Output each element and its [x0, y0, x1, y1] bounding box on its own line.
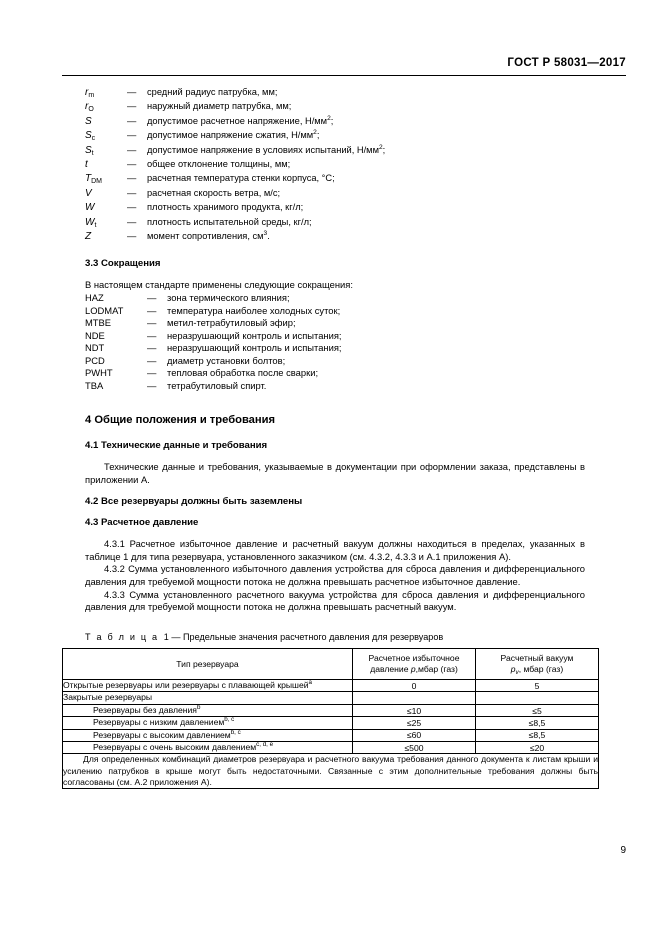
abbreviation-row: [85, 367, 342, 380]
column-header-vacuum-line2-suffix: , мбар (газ): [518, 663, 564, 674]
pressure-symbol: p: [410, 664, 416, 674]
symbol-definition: плотность испытательной среды, кг/л;: [147, 216, 312, 227]
symbol-definition: допустимое напряжение в условиях испытаний, $Н/мм^2$;: [147, 143, 386, 155]
spacer: [85, 244, 585, 258]
table-caption: [85, 632, 585, 642]
row-pressure-value: ≤500: [353, 742, 476, 754]
table-body: [63, 680, 599, 789]
symbol-row: [85, 201, 585, 215]
symbol-dash: —: [127, 231, 137, 242]
spacer: [85, 486, 585, 496]
abbreviation-row: [85, 292, 342, 305]
abbreviation-dash: —: [147, 342, 157, 354]
symbol-dash: —: [127, 144, 137, 155]
spacer: [85, 426, 585, 440]
table-row: [63, 680, 599, 692]
abbreviation-dash: —: [147, 379, 157, 391]
table-row: [63, 704, 599, 716]
symbol-dash: —: [127, 216, 137, 227]
abbreviation-list-body: [85, 292, 342, 392]
symbol-name: V: [85, 187, 92, 199]
footnote-marker: b, c: [230, 728, 241, 736]
symbol-name: $S_c$: [85, 130, 96, 143]
section-4-3-2-paragraph: 4.3.2 Сумма установленного избыточного давления устройства для сброса давления и дифференциального давления для требуемой мощности потока не должна превышать расчетное избыточное давление.: [85, 563, 585, 588]
page-content: [85, 86, 585, 642]
symbol-dash: —: [127, 159, 137, 170]
row-label: Резервуары с низким давлением$^{b, c}$: [63, 717, 353, 729]
row-label: Закрытые резервуары: [63, 692, 353, 704]
footnote-marker: b, c: [224, 716, 235, 724]
table-caption-text: Предельные значения расчетного давления для резервуаров: [183, 631, 444, 642]
symbol-dash: —: [127, 173, 137, 184]
row-vacuum-value: ≤8,5: [476, 717, 599, 729]
row-pressure-value: 0: [353, 680, 476, 692]
symbol-name: $W_t$: [85, 216, 97, 229]
abbreviation-definition: зона термического влияния;: [167, 292, 290, 304]
vacuum-symbol-subscript: v: [515, 668, 519, 676]
abbreviation-key: NDE: [85, 329, 105, 341]
spacer: [85, 392, 585, 406]
abbreviation-key: PWHT: [85, 367, 113, 379]
spacer: [85, 406, 585, 414]
abbreviation-list: [85, 292, 342, 392]
spacer: [85, 269, 585, 279]
row-vacuum-value: 5: [476, 680, 599, 692]
row-label: Резервуары с очень высоким давлением$^{c, d, e}$: [63, 742, 353, 754]
symbol-dash: —: [127, 87, 137, 97]
abbreviation-dash: —: [147, 317, 157, 329]
abbreviation-definition: метил-тетрабутиловый эфир;: [167, 317, 296, 329]
column-header-pressure-line1: Расчетное избыточное: [368, 653, 460, 663]
symbol-list-body: [85, 86, 585, 244]
symbol-definition: наружный диаметр патрубка, мм;: [147, 101, 292, 112]
abbreviation-row: [85, 380, 342, 393]
abbreviation-definition: тетрабутиловый спирт.: [167, 379, 267, 391]
row-vacuum-value: ≤5: [476, 704, 599, 716]
abbreviation-dash: —: [147, 304, 157, 316]
row-label: Резервуары без давления$^b$: [63, 704, 353, 716]
row-vacuum-value: ≤20: [476, 742, 599, 754]
symbol-row: [85, 216, 585, 230]
abbreviation-row: [85, 305, 342, 318]
column-header-vacuum: [476, 649, 599, 680]
symbol-row: [85, 172, 585, 186]
footnote-marker: a: [308, 679, 312, 687]
symbol-dash: —: [127, 187, 137, 198]
abbreviations-intro: В настоящем стандарте применены следующие сокращения:: [85, 279, 353, 291]
spacer: [85, 528, 585, 538]
footnote-marker: b: [196, 703, 201, 711]
spacer: [85, 507, 585, 517]
abbreviation-key: TBA: [85, 379, 104, 391]
abbreviation-key: MTBE: [85, 317, 112, 329]
symbol-name: $T_{DM}$: [85, 173, 102, 186]
symbol-row: [85, 144, 585, 158]
footnote-marker: c, d, e: [256, 741, 274, 749]
column-header-vacuum-line1: Расчетный вакуум: [500, 652, 574, 663]
row-pressure-value: ≤60: [353, 729, 476, 741]
row-label: Открытые резервуары или резервуары с плавающей крышей$^a$: [63, 680, 353, 692]
symbol-dash: —: [127, 115, 137, 126]
abbreviation-definition: неразрушающий контроль и испытания;: [167, 329, 342, 341]
symbol-definition: плотность хранимого продукта, кг/л;: [147, 202, 304, 213]
abbreviation-dash: —: [147, 354, 157, 366]
abbreviation-dash: —: [147, 367, 157, 379]
vacuum-symbol: p: [510, 663, 516, 674]
abbreviation-definition: температура наиболее холодных суток;: [167, 304, 341, 316]
table-row: [63, 742, 599, 754]
symbol-definition: момент сопротивления, $см^3$.: [147, 229, 270, 242]
symbol-dash: —: [127, 101, 137, 112]
column-header-pressure-line2-prefix: давление: [370, 664, 411, 674]
abbreviation-dash: —: [147, 329, 157, 341]
symbol-row: [85, 230, 585, 244]
abbreviation-row: [85, 342, 342, 355]
design-pressure-table: [62, 648, 599, 789]
table-caption-dash: —: [171, 631, 181, 642]
abbreviation-key: LODMAT: [85, 304, 124, 316]
section-4-3-heading: 4.3 Расчетное давление: [85, 517, 199, 529]
row-pressure-value: ≤25: [353, 717, 476, 729]
row-vacuum-value: [476, 692, 599, 704]
symbol-row: [85, 129, 585, 143]
symbol-row: [85, 187, 585, 201]
abbreviation-definition: неразрушающий контроль и испытания;: [167, 342, 342, 354]
table-caption-number: 1: [163, 631, 169, 642]
symbol-row: [85, 100, 585, 114]
symbol-row: [85, 115, 585, 129]
spacer: [85, 451, 585, 461]
header-divider: [62, 75, 626, 76]
abbreviation-definition: тепловая обработка после сварки;: [167, 367, 319, 379]
section-3-3-heading: 3.3 Сокращения: [85, 258, 161, 270]
symbol-name: $r_m$: [85, 87, 95, 99]
symbol-definition: допустимое расчетное напряжение, $Н/мм^2$;: [147, 114, 334, 126]
table-caption-word: Т а б л и ц а: [85, 631, 159, 642]
section-4-2-heading: 4.2 Все резервуары должны быть заземлены: [85, 496, 303, 508]
abbreviation-definition: диаметр установки болтов;: [167, 354, 286, 366]
table-1-container: [62, 648, 598, 789]
symbol-name: $S_t$: [85, 144, 94, 157]
section-4-3-1-paragraph: 4.3.1 Расчетное избыточное давление и расчетный вакуум должны находиться в пределах, указанных в таблице 1 для типа резервуара, установленного заказчиком (см. 4.3.2, 4.3.3 и А.1 приложения А).: [85, 538, 585, 562]
symbol-definition: средний радиус патрубка, мм;: [147, 87, 278, 97]
page-title: ГОСТ Р 58031—2017: [507, 57, 626, 69]
abbreviation-key: PCD: [85, 354, 105, 366]
section-4-heading: 4 Общие положения и требования: [85, 414, 276, 427]
symbol-dash: —: [127, 130, 137, 141]
table-header: [63, 649, 599, 680]
row-pressure-value: [353, 692, 476, 704]
table-row: [63, 692, 599, 704]
spacer: [85, 614, 585, 628]
table-row: [63, 717, 599, 729]
table-row: [63, 729, 599, 741]
row-vacuum-value: ≤8,5: [476, 729, 599, 741]
row-pressure-value: ≤10: [353, 704, 476, 716]
page-number: 9: [620, 845, 626, 856]
symbol-name: S: [85, 115, 92, 127]
section-4-1-heading: 4.1 Технические данные и требования: [85, 440, 268, 452]
table-note-row: [63, 754, 599, 789]
row-label: Резервуары с высоким давлением$^{b, c}$: [63, 729, 353, 741]
section-4-3-3-paragraph: 4.3.3 Сумма установленного расчетного вакуума устройства для сброса давления и дифференциального давления для требуемой мощности потока не должна превышать расчетный вакуум.: [85, 588, 585, 613]
abbreviation-row: [85, 355, 342, 368]
symbol-definition: допустимое напряжение сжатия, $Н/мм^2$;: [147, 129, 320, 141]
symbol-definition: расчетная скорость ветра, м/с;: [147, 187, 281, 198]
symbol-definition: расчетная температура стенки корпуса, °С;: [147, 173, 335, 184]
table-header-row: [63, 649, 599, 680]
section-4-1-paragraph: Технические данные и требования, указываемые в документации при оформлении заказа, представлены в приложении А.: [85, 461, 585, 485]
symbol-name: Z: [85, 231, 92, 243]
table-note: Для определенных комбинаций диаметров резервуара и расчетного вакуума требования данного документа к листам крыши и усилению патрубков в крыше могут быть недостаточными. Связанные с этим дополнительные требования должны быть согласованы (см. А.2 приложения А).: [63, 754, 598, 787]
column-header-pressure-line2-suffix: ,мбар (газ): [415, 664, 458, 674]
abbreviation-row: [85, 330, 342, 343]
abbreviation-key: NDT: [85, 342, 105, 354]
symbol-definition: общее отклонение толщины, мм;: [147, 159, 291, 170]
column-header-type: Тип резервуара: [63, 649, 353, 680]
symbol-name: W: [85, 202, 95, 214]
symbol-row: [85, 86, 585, 100]
symbol-definition-list: [85, 86, 585, 244]
symbol-name: $r_O$: [85, 101, 94, 114]
symbol-name: t: [85, 159, 88, 171]
abbreviation-dash: —: [147, 292, 157, 304]
abbreviation-key: HAZ: [85, 292, 104, 304]
symbol-dash: —: [127, 202, 137, 213]
abbreviation-row: [85, 317, 342, 330]
symbol-row: [85, 158, 585, 172]
column-header-pressure: [353, 649, 476, 680]
